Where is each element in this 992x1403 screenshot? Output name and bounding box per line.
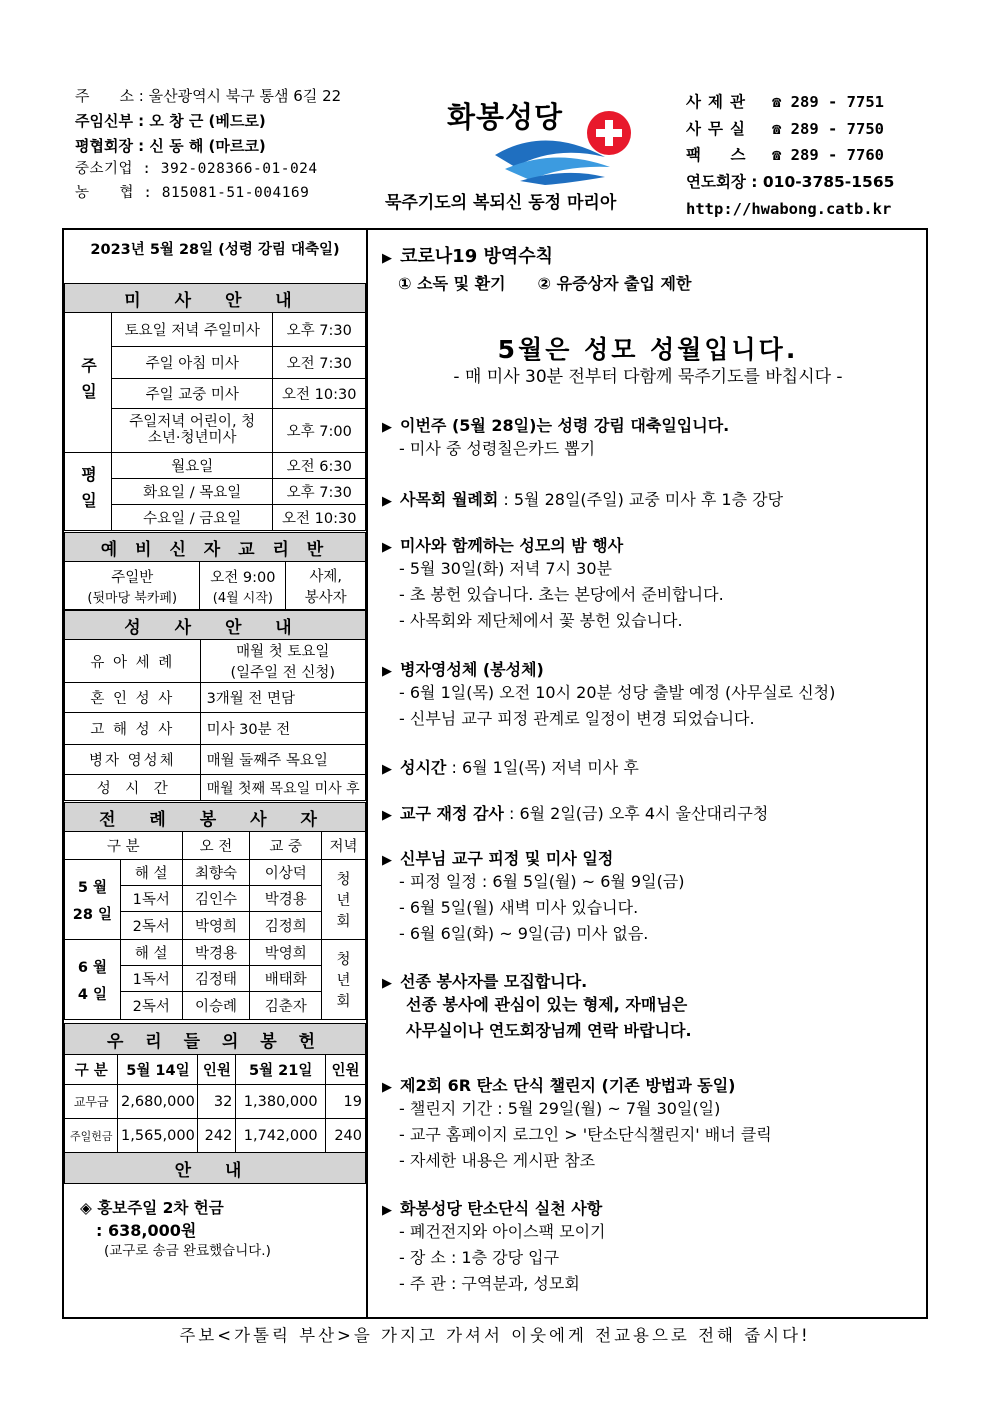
service-date bbox=[65, 940, 121, 1020]
date-day: 4 일 bbox=[77, 986, 107, 1003]
section-item: - 미사 중 성령칠은카드 뽑기 bbox=[399, 439, 596, 458]
announcement-1 bbox=[382, 413, 729, 462]
server-am: 박영희 bbox=[182, 912, 250, 940]
class-name: 주일반 bbox=[111, 569, 154, 586]
offering-count: 19 bbox=[326, 1085, 366, 1119]
notice-amount: : 638,000원 bbox=[96, 1220, 197, 1240]
offering-count: 242 bbox=[198, 1119, 236, 1153]
column-header: 오 전 bbox=[182, 832, 250, 860]
section-item: - 장 소 : 1층 강당 입구 bbox=[399, 1248, 560, 1267]
section-item: - 6월 1일(목) 오전 10시 20분 성당 출발 예정 (사무실로 신청) bbox=[399, 683, 836, 702]
announcement-3 bbox=[382, 533, 724, 634]
church-logo bbox=[435, 95, 645, 185]
triangle-bullet-icon: ▶ bbox=[382, 494, 392, 509]
column-header: 구 분 bbox=[65, 1055, 118, 1085]
website-link[interactable]: http://hwabong.catb.kr bbox=[686, 199, 892, 218]
column-divider bbox=[366, 228, 368, 1317]
mass-name: 주일 아침 미사 bbox=[112, 347, 273, 379]
evening-char: 회 bbox=[336, 994, 351, 1010]
triangle-bullet-icon: ▶ bbox=[382, 1203, 392, 1218]
column-header: 5월 14일 bbox=[118, 1055, 198, 1085]
section-heading: 병자영성체 (봉성체) bbox=[400, 660, 544, 679]
sacrament-name: 성 시 간 bbox=[65, 775, 201, 801]
triangle-bullet-icon: ▶ bbox=[382, 1080, 392, 1095]
sacrament-info: 미사 30분 전 bbox=[200, 713, 365, 745]
mass-time: 오전 10:30 bbox=[273, 379, 366, 409]
server-evening bbox=[322, 940, 366, 1020]
announcement-4 bbox=[382, 657, 835, 732]
mass-name: 화요일 / 목요일 bbox=[112, 479, 273, 505]
notice-title: ◈ 홍보주일 2차 헌금 bbox=[80, 1199, 224, 1217]
wave-cross-icon bbox=[435, 95, 645, 185]
column-header: 저녁 bbox=[322, 832, 366, 860]
server-main: 이상덕 bbox=[250, 860, 322, 886]
sacrament-info: 매월 둘째주 목요일 bbox=[200, 745, 365, 775]
mass-name: 토요일 저녁 주일미사 bbox=[112, 313, 273, 347]
sacrament-info: 매월 첫째 목요일 미사 후 bbox=[200, 775, 365, 801]
pastor-line: 주임신부 : 오 창 근 (베드로) bbox=[75, 111, 266, 130]
mass-name: 주일저녁 어린이, 청소년·청년미사 bbox=[112, 409, 273, 453]
server-am: 박경용 bbox=[182, 940, 250, 966]
server-am: 최향숙 bbox=[182, 860, 250, 886]
contact-row: 팩 스 ☎ 289 - 7760 bbox=[686, 146, 884, 165]
contact-row: 사무실 ☎ 289 - 7750 bbox=[686, 119, 884, 138]
announcement-8 bbox=[382, 969, 692, 1044]
offering-name: 교무금 bbox=[65, 1085, 118, 1119]
triangle-bullet-icon: ▶ bbox=[382, 853, 392, 868]
class-start: (4월 시작) bbox=[212, 590, 273, 606]
section-heading: 교구 재정 감사 bbox=[400, 804, 504, 823]
section-item: - 사목회와 제단체에서 꽃 봉헌 있습니다. bbox=[399, 611, 683, 630]
server-role: 1독서 bbox=[120, 966, 182, 992]
mass-time: 오후 7:30 bbox=[273, 313, 366, 347]
column-header: 교 중 bbox=[250, 832, 322, 860]
section-heading: 이번주 (5월 28일)는 성령 강림 대축일입니다. bbox=[400, 416, 730, 435]
section-title: 안 내 bbox=[65, 1153, 366, 1184]
bank-account-2: 농 협 : 815081-51-004169 bbox=[75, 185, 310, 202]
class-teacher: 사제, bbox=[309, 568, 342, 585]
announcement-9 bbox=[382, 1073, 772, 1174]
offering-table bbox=[64, 1023, 366, 1184]
server-role: 2독서 bbox=[120, 992, 182, 1020]
section-item: 선종 봉사에 관심이 있는 형제, 자매님은 bbox=[406, 995, 688, 1014]
triangle-bullet-icon: ▶ bbox=[382, 976, 392, 991]
bulletin-date: 2023년 5월 28일 (성령 강림 대축일) bbox=[90, 242, 340, 258]
class-time: 오전 9:00 bbox=[210, 569, 276, 586]
section-detail: : 6월 1일(목) 저녁 미사 후 bbox=[446, 758, 639, 777]
section-detail: : 6월 2일(금) 오후 4시 울산대리구청 bbox=[503, 804, 769, 823]
triangle-bullet-icon: ▶ bbox=[382, 540, 392, 555]
section-item: - 초 봉헌 있습니다. 초는 본당에서 준비합니다. bbox=[399, 585, 724, 604]
server-am: 김인수 bbox=[182, 886, 250, 912]
section-item: 사무실이나 연도회장님께 연락 바랍니다. bbox=[406, 1021, 692, 1040]
offering-amount: 2,680,000 bbox=[118, 1085, 198, 1119]
evening-char: 청 bbox=[336, 952, 351, 968]
mass-time: 오전 6:30 bbox=[273, 453, 366, 479]
server-am: 이승례 bbox=[182, 992, 250, 1020]
covid-rules: ① 소독 및 환기 ② 유증상자 출입 제한 bbox=[398, 274, 692, 293]
column-header: 5월 21일 bbox=[236, 1055, 326, 1085]
section-item: - 피정 일정 : 6월 5일(월) ~ 6월 9일(금) bbox=[399, 872, 685, 891]
section-item: - 주 관 : 구역분과, 성모회 bbox=[399, 1274, 580, 1293]
service-date bbox=[65, 860, 121, 940]
sacrament-info: 3개월 전 면담 bbox=[200, 683, 365, 713]
section-item: - 6월 5일(월) 새벽 미사 있습니다. bbox=[399, 898, 639, 917]
section-heading: 미사와 함께하는 성모의 밤 행사 bbox=[400, 536, 624, 555]
mass-time: 오전 7:30 bbox=[273, 347, 366, 379]
footer-message: 주보<가톨릭 부산>을 가지고 가셔서 이웃에게 전교용으로 전해 줍시다! bbox=[179, 1326, 811, 1345]
section-item: - 5월 30일(화) 저녁 7시 30분 bbox=[399, 559, 612, 578]
date-day: 28 일 bbox=[72, 906, 113, 923]
column-header: 인원 bbox=[198, 1055, 236, 1085]
church-name: 화봉성당 bbox=[447, 100, 564, 134]
section-item: - 챌린지 기간 : 5월 29일(월) ~ 7월 30일(일) bbox=[399, 1099, 721, 1118]
info-text: 매월 첫 토요일 bbox=[236, 644, 330, 660]
section-heading: 코로나19 방역수칙 bbox=[400, 246, 554, 267]
triangle-bullet-icon: ▶ bbox=[382, 420, 392, 435]
server-main: 박경용 bbox=[250, 886, 322, 912]
mary-month-subtitle: - 매 미사 30분 전부터 다함께 묵주기도를 바칩시다 - bbox=[453, 367, 843, 387]
date-month: 5 월 bbox=[77, 879, 107, 896]
liturgy-servers-table bbox=[64, 802, 366, 1020]
server-role: 해 설 bbox=[120, 860, 182, 886]
sacrament-name: 병자 영성체 bbox=[65, 745, 201, 775]
section-heading: 제2회 6R 탄소 단식 챌린지 (기존 방법과 동일) bbox=[400, 1076, 736, 1095]
sunday-label: 주일 bbox=[65, 313, 112, 453]
date-month: 6 월 bbox=[77, 959, 107, 976]
church-motto: 묵주기도의 복되신 동정 마리아 bbox=[385, 193, 617, 213]
triangle-bullet-icon: ▶ bbox=[382, 251, 392, 266]
section-item: - 신부님 교구 피정 관계로 일정이 변경 되었습니다. bbox=[399, 709, 755, 728]
mass-name: 주일 교중 미사 bbox=[112, 379, 273, 409]
youth-contact: 연도회장 : 010-3785-1565 bbox=[686, 172, 895, 191]
sacrament-info bbox=[200, 640, 365, 683]
server-am: 김정태 bbox=[182, 966, 250, 992]
server-main: 배태화 bbox=[250, 966, 322, 992]
column-header: 구 분 bbox=[65, 832, 183, 860]
announcement-7 bbox=[382, 846, 685, 947]
server-main: 김정희 bbox=[250, 912, 322, 940]
sacrament-name: 혼 인 성 사 bbox=[65, 683, 201, 713]
mass-time: 오후 7:00 bbox=[273, 409, 366, 453]
section-item: - 교구 홈페이지 로그인 > '탄소단식챌린지' 배너 클릭 bbox=[399, 1125, 772, 1144]
section-detail: : 5월 28일(주일) 교중 미사 후 1층 강당 bbox=[498, 490, 784, 509]
council-line: 평협회장 : 신 동 해 (마르코) bbox=[75, 136, 266, 155]
mass-time: 오후 7:30 bbox=[273, 479, 366, 505]
address-line: 주 소 : 울산광역시 북구 통샘 6길 22 bbox=[75, 87, 342, 105]
offering-amount: 1,742,000 bbox=[236, 1119, 326, 1153]
section-item: - 폐건전지와 아이스팩 모이기 bbox=[399, 1222, 606, 1241]
sacrament-name: 유 아 세 례 bbox=[65, 640, 201, 683]
offering-name: 주일헌금 bbox=[65, 1119, 118, 1153]
announcement-2 bbox=[382, 487, 783, 510]
bottom-rule bbox=[62, 1317, 928, 1319]
section-title: 우 리 들 의 봉 헌 bbox=[65, 1024, 366, 1055]
evening-char: 청 bbox=[336, 872, 351, 888]
contact-info bbox=[686, 89, 894, 222]
evening-char: 년 bbox=[336, 893, 351, 909]
bank-account-1: 중소기업 : 392-028366-01-024 bbox=[75, 161, 318, 178]
info-text2: (일주일 전 신청) bbox=[230, 665, 336, 681]
server-role: 2독서 bbox=[120, 912, 182, 940]
catechumen-time bbox=[200, 562, 286, 610]
server-evening bbox=[322, 860, 366, 940]
evening-char: 년 bbox=[336, 973, 351, 989]
column-header: 인원 bbox=[326, 1055, 366, 1085]
class-place: (뒷마당 북카페) bbox=[87, 590, 178, 606]
offering-amount: 1,565,000 bbox=[118, 1119, 198, 1153]
triangle-bullet-icon: ▶ bbox=[382, 808, 392, 823]
offering-count: 240 bbox=[326, 1119, 366, 1153]
section-item: - 자세한 내용은 게시판 참조 bbox=[399, 1151, 596, 1170]
offering-count: 32 bbox=[198, 1085, 236, 1119]
class-teacher2: 봉사자 bbox=[304, 589, 347, 606]
section-heading: 선종 봉사자를 모집합니다. bbox=[400, 972, 588, 991]
server-main: 박영희 bbox=[250, 940, 322, 966]
evening-char: 회 bbox=[336, 914, 351, 930]
section-title: 미 사 안 내 bbox=[65, 284, 366, 313]
catechumen-teacher bbox=[286, 562, 366, 610]
server-role: 해 설 bbox=[120, 940, 182, 966]
section-heading: 성시간 bbox=[400, 758, 447, 777]
section-title: 예 비 신 자 교 리 반 bbox=[65, 533, 366, 562]
section-title: 전 례 봉 사 자 bbox=[65, 803, 366, 832]
triangle-bullet-icon: ▶ bbox=[382, 762, 392, 777]
contact-row: 사제관 ☎ 289 - 7751 bbox=[686, 93, 884, 111]
section-item: - 6월 6일(화) ~ 9일(금) 미사 없음. bbox=[399, 924, 649, 943]
mass-name: 수요일 / 금요일 bbox=[112, 505, 273, 531]
catechumen-table bbox=[64, 532, 366, 610]
triangle-bullet-icon: ▶ bbox=[382, 664, 392, 679]
section-heading: 신부님 교구 피정 및 미사 일정 bbox=[400, 849, 614, 868]
offering-amount: 1,380,000 bbox=[236, 1085, 326, 1119]
catechumen-class bbox=[65, 562, 200, 610]
announcement-5 bbox=[382, 755, 639, 778]
weekday-label: 평일 bbox=[65, 453, 112, 531]
notice-box bbox=[80, 1198, 271, 1261]
announcement-10 bbox=[382, 1196, 606, 1297]
mass-name: 월요일 bbox=[112, 453, 273, 479]
notice-note: (교구로 송금 완료했습니다.) bbox=[104, 1243, 271, 1260]
server-main: 김춘자 bbox=[250, 992, 322, 1020]
section-title: 성 사 안 내 bbox=[65, 611, 366, 640]
covid-section bbox=[382, 242, 691, 294]
announcement-6 bbox=[382, 801, 768, 824]
server-role: 1독서 bbox=[120, 886, 182, 912]
sacrament-table bbox=[64, 610, 366, 801]
mass-time: 오전 10:30 bbox=[273, 505, 366, 531]
mary-month-title: 5월은 성모 성월입니다. bbox=[497, 335, 799, 364]
section-heading: 화봉성당 탄소단식 실천 사항 bbox=[400, 1199, 603, 1218]
mass-schedule-table bbox=[64, 283, 366, 531]
header-info bbox=[75, 84, 341, 206]
sacrament-name: 고 해 성 사 bbox=[65, 713, 201, 745]
section-heading: 사목회 월례회 bbox=[400, 490, 499, 509]
